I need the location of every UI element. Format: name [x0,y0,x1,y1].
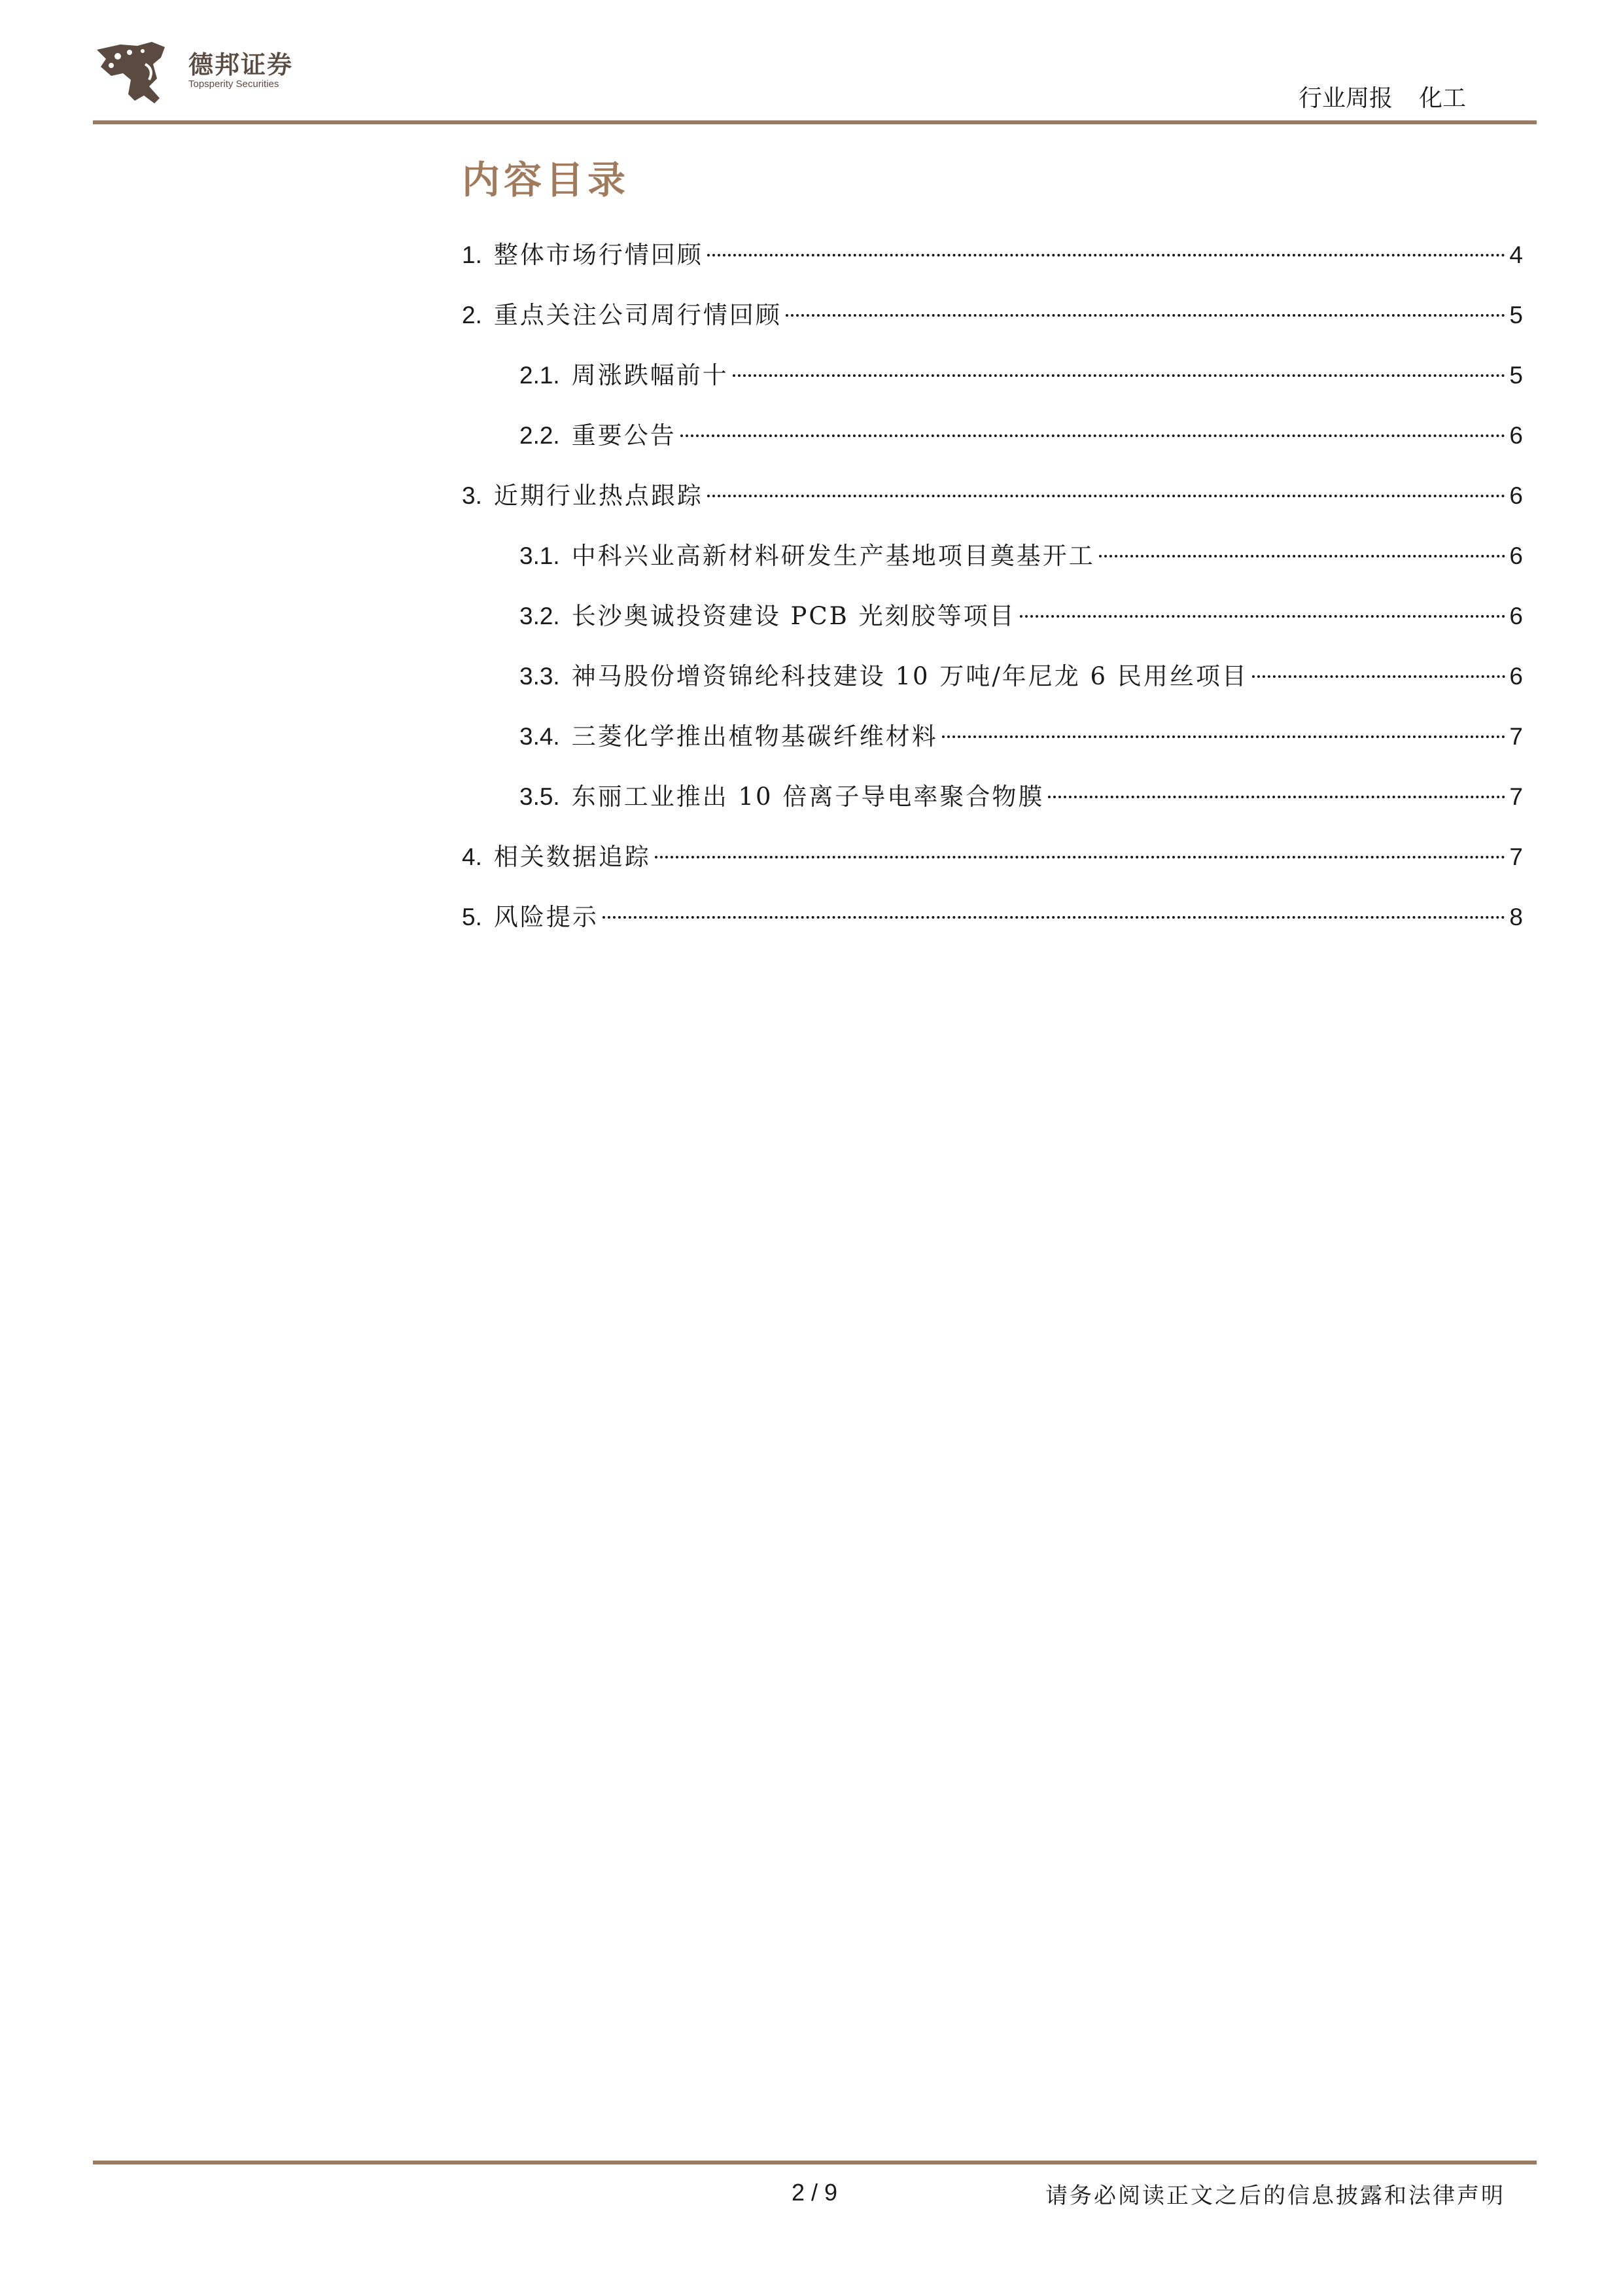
toc-title: 内容目录 [462,158,630,202]
toc-entry[interactable] [462,356,1523,416]
toc-entry-page: 8 [1509,904,1523,930]
toc-dot-leader [707,254,1506,256]
table-of-contents [462,236,1523,958]
toc-entry-number: 3.4. [519,723,560,750]
toc-dot-leader [942,735,1506,738]
toc-entry-page: 6 [1509,603,1523,629]
toc-entry-page: 6 [1509,422,1523,449]
logo-name-en: Topsperity Securities [188,79,279,90]
toc-entry-label: 整体市场行情回顾 [493,241,703,269]
toc-entry-label: 重点关注公司周行情回顾 [493,301,782,329]
toc-entry[interactable] [462,236,1523,296]
footer-divider [93,2161,1537,2164]
toc-entry-label: 重要公告 [571,421,676,450]
toc-entry-number: 3. [462,482,482,509]
toc-entry-page: 7 [1509,843,1523,870]
toc-entry-number: 2. [462,302,482,328]
logo-name-cn: 德邦证券 [188,50,294,79]
toc-entry-number: 3.5. [519,783,560,810]
toc-entry[interactable] [462,296,1523,356]
leopard-logo-icon [92,38,170,110]
toc-entry[interactable] [462,537,1523,597]
report-category [1299,80,1466,113]
toc-dot-leader [707,495,1506,497]
report-sector: 化工 [1418,85,1466,112]
toc-dot-leader [786,314,1506,317]
toc-entry-number: 3.3. [519,663,560,690]
toc-entry-page: 5 [1509,362,1523,389]
company-logo [92,38,393,110]
toc-entry-label: 三菱化学推出植物基碳纤维材料 [571,722,938,751]
toc-entry-label: 风险提示 [493,903,599,931]
toc-entry-label: 神马股份增资锦纶科技建设 10 万吨/年尼龙 6 民用丝项目 [571,662,1248,690]
toc-entry[interactable] [462,717,1523,777]
toc-entry-number: 2.1. [519,362,560,389]
toc-entry-label: 长沙奥诚投资建设 PCB 光刻胶等项目 [571,602,1016,630]
toc-entry[interactable] [462,476,1523,537]
toc-dot-leader [733,374,1506,377]
toc-entry-number: 4. [462,843,482,870]
toc-entry[interactable] [462,416,1523,476]
toc-entry-page: 6 [1509,482,1523,509]
toc-entry-number: 3.1. [519,542,560,569]
toc-entry-page: 5 [1509,302,1523,328]
report-type: 行业周报 [1298,85,1393,112]
toc-entry-label: 周涨跌幅前十 [571,361,729,389]
toc-entry[interactable] [462,838,1523,898]
toc-dot-leader [1048,796,1505,798]
toc-entry-page: 7 [1509,723,1523,750]
toc-entry-label: 相关数据追踪 [493,843,651,871]
toc-dot-leader [602,916,1506,919]
toc-dot-leader [655,856,1506,858]
toc-entry-page: 6 [1509,663,1523,690]
toc-entry[interactable] [462,597,1523,657]
toc-dot-leader [1099,555,1506,557]
toc-dot-leader [1252,675,1506,678]
page-number: 2 / 9 [792,2179,838,2206]
toc-entry[interactable] [462,777,1523,838]
toc-entry-page: 4 [1509,241,1523,268]
header-divider [93,120,1537,124]
toc-entry-label: 中科兴业高新材料研发生产基地项目奠基开工 [571,542,1095,570]
toc-entry[interactable] [462,898,1523,958]
toc-entry-number: 5. [462,904,482,930]
toc-dot-leader [680,434,1506,437]
toc-entry[interactable] [462,657,1523,717]
toc-entry-number: 2.2. [519,422,560,449]
footer-disclaimer: 请务必阅读正文之后的信息披露和法律声明 [1045,2183,1505,2209]
toc-dot-leader [1020,615,1506,618]
toc-entry-number: 1. [462,241,482,268]
toc-entry-page: 6 [1509,542,1523,569]
toc-entry-label: 近期行业热点跟踪 [493,482,703,510]
toc-entry-number: 3.2. [519,603,560,629]
toc-entry-page: 7 [1509,783,1523,810]
toc-entry-label: 东丽工业推出 10 倍离子导电率聚合物膜 [571,783,1045,811]
